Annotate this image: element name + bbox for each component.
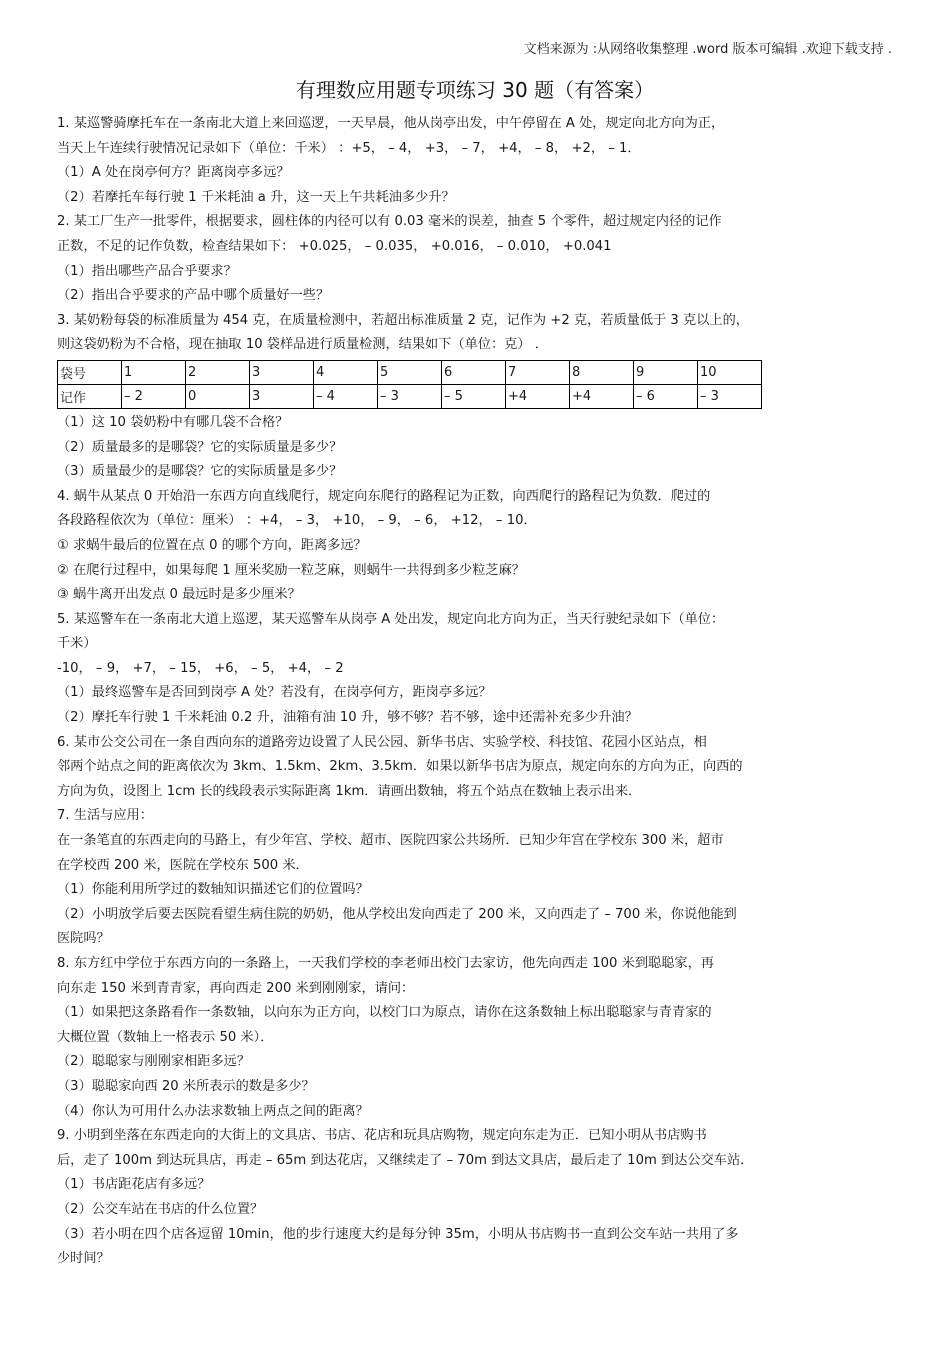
table-cell: 9 (634, 360, 698, 384)
table-cell: 记作 (58, 384, 122, 408)
question-line: ① 求蜗牛最后的位置在点 0 的哪个方向，距离多远？ (57, 537, 367, 553)
table-row (58, 384, 762, 408)
question-line: 后，走了 100m 到达玩具店，再走 – 65m 到达花店，又继续走了 – 70m 到达文具店，最后走了 10m 到达公交车站． (57, 1152, 754, 1168)
question-line: 6. 某市公交公司在一条自西向东的道路旁边设置了人民公园、新华书店、实验学校、科技馆、花园小区站点，相 (57, 734, 707, 750)
table-cell: +4 (570, 384, 634, 408)
question-line: 7. 生活与应用： (57, 808, 153, 824)
question-7 (57, 804, 897, 952)
question-line: 向东走 150 米到青青家，再向西走 200 米到刚刚家，请问： (57, 980, 415, 996)
table-cell: 1 (122, 360, 186, 384)
question-line: （3）聪聪家向西 20 米所表示的数是多少？ (57, 1078, 315, 1094)
question-line: 当天上午连续行驶情况记录如下（单位：千米） ：+5， – 4， +3， – 7， +4， – 8， +2， – 1． (57, 140, 641, 156)
document-body (57, 112, 897, 1272)
table-cell: – 6 (634, 384, 698, 408)
question-line: （1）最终巡警车是否回到岗亭 A 处？若没有，在岗亭何方，距岗亭多远？ (57, 685, 492, 701)
question-line: （2）指出合乎要求的产品中哪个质量好一些？ (57, 288, 330, 304)
table-cell: 0 (186, 384, 250, 408)
table-cell: +4 (506, 384, 570, 408)
question-line: 医院吗？ (57, 931, 110, 947)
question-2 (57, 210, 897, 308)
question-3 (57, 309, 897, 485)
question-6 (57, 731, 897, 805)
page-header-note: 文档来源为 :从网络收集整理 .word 版本可编辑 .欢迎下载支持 . (523, 42, 892, 57)
question-4 (57, 485, 897, 608)
question-line: 邻两个站点之间的距离依次为 3km、1.5km、2km、3.5km．如果以新华书店为原点，规定向东的方向为正，向西的 (57, 759, 743, 775)
table-cell: 4 (314, 360, 378, 384)
question-line: （2）聪聪家与刚刚家相距多远？ (57, 1054, 251, 1070)
question-line: （2）小明放学后要去医院看望生病住院的奶奶，他从学校出发向西走了 200 米，又向西走了 – 700 米，你说他能到 (57, 906, 737, 922)
question-line: （1）A 处在岗亭何方？距离岗亭多远？ (57, 165, 290, 181)
table-cell: 3 (250, 360, 314, 384)
question-line: 8. 东方红中学位于东西方向的一条路上，一天我们学校的李老师出校门去家访，他先向西走 100 米到聪聪家，再 (57, 956, 714, 971)
question-line: （1）书店距花店有多远？ (57, 1177, 211, 1193)
table-cell: 7 (506, 360, 570, 384)
question-line: 2. 某工厂生产一批零件，根据要求，圆柱体的内径可以有 0.03 毫米的误差，抽查 5 个零件，超过规定内径的记作 (57, 214, 722, 230)
table-cell: – 2 (122, 384, 186, 408)
question-line: ② 在爬行过程中，如果每爬 1 厘米奖励一粒芝麻，则蜗牛一共得到多少粒芝麻？ (57, 562, 525, 578)
table-cell: 8 (570, 360, 634, 384)
table-cell: – 3 (378, 384, 442, 408)
question-line: 在学校西 200 米，医院在学校东 500 米． (57, 857, 309, 873)
table-cell: – 5 (442, 384, 506, 408)
bag-results-table (57, 360, 762, 409)
question-line: 3. 某奶粉每袋的标准质量为 454 克，在质量检测中，若超出标准质量 2 克，记作为 +2 克，若质量低于 3 克以上的， (57, 312, 749, 328)
question-line: （1）指出哪些产品合乎要求？ (57, 263, 237, 279)
question-line: 则这袋奶粉为不合格，现在抽取 10 袋样品进行质量检测，结果如下（单位：克） ． (57, 337, 548, 353)
question-line: 千米） (57, 636, 97, 652)
table-cell: 6 (442, 360, 506, 384)
question-line: 各段路程依次为（单位：厘米） ：+4， – 3， +10， – 9， – 6， +12， – 10． (57, 513, 537, 529)
table-cell: 10 (698, 360, 762, 384)
question-line: 5. 某巡警车在一条南北大道上巡逻，某天巡警车从岗亭 A 处出发，规定向北方向为正，当天行驶纪录如下（单位： (57, 611, 725, 627)
question-line: （3）质量最少的是哪袋？它的实际质量是多少？ (57, 464, 343, 480)
question-9 (57, 1124, 897, 1272)
table-cell: 2 (186, 360, 250, 384)
question-line: 少时间？ (57, 1251, 110, 1267)
table-cell: 袋号 (58, 360, 122, 384)
table-row (58, 360, 762, 384)
question-line: 正数，不足的记作负数，检查结果如下： +0.025， – 0.035， +0.016， – 0.010， +0.041 (57, 238, 612, 254)
question-line: ③ 蜗牛离开出发点 0 最远时是多少厘米？ (57, 587, 301, 603)
page-title: 有理数应用题专项练习 30 题（有答案） (295, 78, 655, 102)
question-line: 9. 小明到坐落在东西走向的大街上的文具店、书店、花店和玩具店购物，规定向东走为正．已知小明从书店购书 (57, 1128, 707, 1144)
question-line: （4）你认为可用什么办法求数轴上两点之间的距离？ (57, 1103, 369, 1119)
question-line: （2）若摩托车每行驶 1 千米耗油 a 升，这一天上午共耗油多少升？ (57, 189, 455, 205)
question-5 (57, 608, 897, 731)
question-line: -10， – 9， +7， – 15， +6， – 5， +4， – 2 (57, 660, 344, 676)
table-cell: – 4 (314, 384, 378, 408)
question-8 (57, 952, 897, 1124)
question-line: （1）这 10 袋奶粉中有哪几袋不合格？ (57, 414, 289, 430)
question-line: 在一条笔直的东西走向的马路上，有少年宫、学校、超市、医院四家公共场所．已知少年宫在学校东 300 米，超市 (57, 833, 724, 849)
table-cell: 3 (250, 384, 314, 408)
question-line: （2）摩托车行驶 1 千米耗油 0.2 升，油箱有油 10 升，够不够？若不够，途中还需补充多少升油？ (57, 710, 638, 726)
question-line: 大概位置（数轴上一格表示 50 米）． (57, 1029, 274, 1045)
question-line: 方向为负，设图上 1cm 长的线段表示实际距离 1km．请画出数轴，将五个站点在数轴上表示出来． (57, 783, 642, 799)
question-line: 1. 某巡警骑摩托车在一条南北大道上来回巡逻，一天早晨，他从岗亭出发，中午停留在 A 处，规定向北方向为正， (57, 116, 725, 131)
question-line: （3）若小明在四个店各逗留 10min，他的步行速度大约是每分钟 35m，小明从书店购书一直到公交车站一共用了多 (57, 1226, 739, 1242)
question-line: （2）质量最多的是哪袋？它的实际质量是多少？ (57, 439, 343, 455)
question-line: （1）你能利用所学过的数轴知识描述它们的位置吗？ (57, 882, 369, 898)
question-line: （2）公交车站在书店的什么位置？ (57, 1201, 264, 1217)
question-line: 4. 蜗牛从某点 0 开始沿一东西方向直线爬行，规定向东爬行的路程记为正数，向西爬行的路程记为负数．爬过的 (57, 488, 711, 504)
table-cell: – 3 (698, 384, 762, 408)
table-cell: 5 (378, 360, 442, 384)
question-line: （1）如果把这条路看作一条数轴，以向东为正方向，以校门口为原点，请你在这条数轴上标出聪聪家与青青家的 (57, 1005, 712, 1021)
question-1 (57, 112, 897, 210)
